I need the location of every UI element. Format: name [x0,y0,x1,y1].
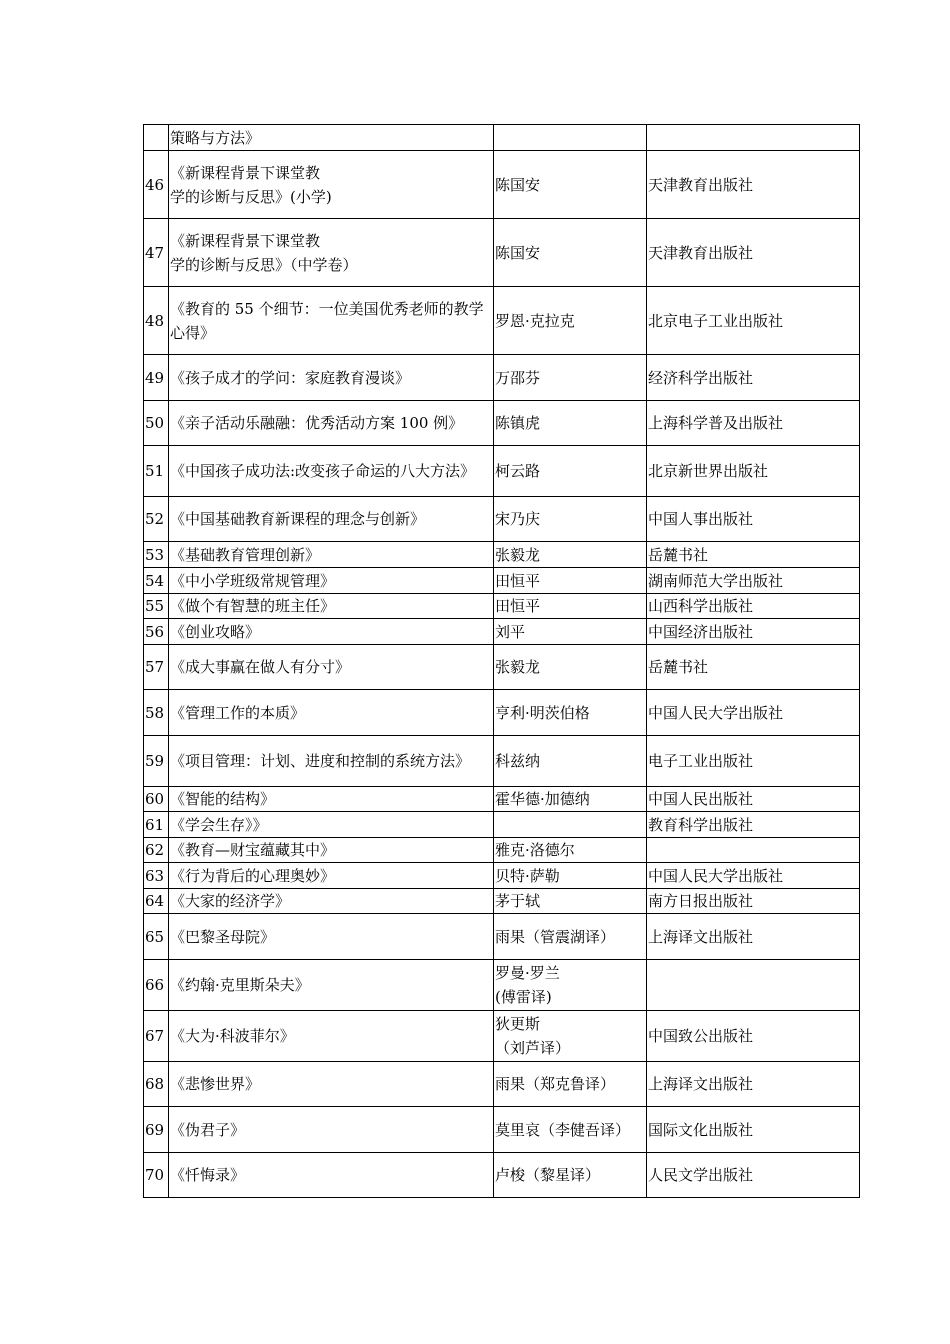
book-title-cell: 《行为背后的心理奥妙》 [169,863,494,889]
publisher-cell: 国际文化出版社 [647,1107,860,1153]
author-cell: 霍华德·加德纳 [494,787,647,812]
row-number-cell: 69 [144,1107,169,1153]
row-number-cell: 63 [144,863,169,889]
table-row [144,914,860,960]
author-cell: 狄更斯 （刘芦译） [494,1011,647,1062]
book-title-cell: 《中国孩子成功法:改变孩子命运的八大方法》 [169,446,494,497]
book-title-cell: 《忏悔录》 [169,1153,494,1198]
book-title-cell: 《新课程背景下课堂教 学的诊断与反思》(小学) [169,151,494,219]
row-number-cell: 67 [144,1011,169,1062]
book-title-cell: 《教育—财宝蕴藏其中》 [169,838,494,863]
table-row [144,645,860,690]
publisher-cell: 天津教育出版社 [647,151,860,219]
publisher-cell: 中国人民大学出版社 [647,690,860,736]
book-list-table [143,124,860,1198]
author-cell [494,125,647,151]
author-cell: 罗曼·罗兰 (傅雷译) [494,960,647,1011]
row-number-cell: 46 [144,151,169,219]
publisher-cell [647,125,860,151]
row-number-cell: 59 [144,736,169,787]
publisher-cell: 中国人民出版社 [647,787,860,812]
table-row [144,568,860,594]
table-row [144,690,860,736]
row-number-cell: 58 [144,690,169,736]
book-title-cell: 《亲子活动乐融融：优秀活动方案 100 例》 [169,401,494,446]
book-title-cell: 《大家的经济学》 [169,889,494,914]
row-number-cell: 49 [144,355,169,401]
table-row [144,125,860,151]
book-title-cell: 《创业攻略》 [169,619,494,645]
book-title-cell: 《伪君子》 [169,1107,494,1153]
table-row [144,619,860,645]
author-cell: 罗恩·克拉克 [494,287,647,355]
author-cell: 陈镇虎 [494,401,647,446]
table-row [144,1062,860,1107]
table-row [144,542,860,568]
publisher-cell: 天津教育出版社 [647,219,860,287]
row-number-cell: 68 [144,1062,169,1107]
table-row [144,594,860,619]
table-row [144,863,860,889]
author-cell: 雨果（郑克鲁译） [494,1062,647,1107]
table-row [144,401,860,446]
book-title-cell: 《孩子成才的学问：家庭教育漫谈》 [169,355,494,401]
row-number-cell: 66 [144,960,169,1011]
book-title-cell: 《悲惨世界》 [169,1062,494,1107]
table-row [144,1107,860,1153]
author-cell: 田恒平 [494,568,647,594]
book-title-cell: 《教育的 55 个细节：一位美国优秀老师的教学心得》 [169,287,494,355]
author-cell: 柯云路 [494,446,647,497]
publisher-cell: 湖南师范大学出版社 [647,568,860,594]
author-cell: 卢梭（黎星译） [494,1153,647,1198]
author-cell: 茅于轼 [494,889,647,914]
author-cell: 张毅龙 [494,542,647,568]
book-title-cell: 《中小学班级常规管理》 [169,568,494,594]
row-number-cell: 56 [144,619,169,645]
author-cell: 亨利·明茨伯格 [494,690,647,736]
book-title-cell: 《约翰·克里斯朵夫》 [169,960,494,1011]
publisher-cell: 上海译文出版社 [647,1062,860,1107]
author-cell: 陈国安 [494,219,647,287]
book-title-cell: 《巴黎圣母院》 [169,914,494,960]
publisher-cell: 南方日报出版社 [647,889,860,914]
table-row [144,960,860,1011]
table-row [144,497,860,542]
book-title-cell: 《管理工作的本质》 [169,690,494,736]
table-row [144,889,860,914]
row-number-cell: 51 [144,446,169,497]
author-cell: 科兹纳 [494,736,647,787]
publisher-cell: 人民文学出版社 [647,1153,860,1198]
author-cell: 张毅龙 [494,645,647,690]
author-cell: 刘平 [494,619,647,645]
table-row [144,1153,860,1198]
table-row [144,355,860,401]
row-number-cell: 47 [144,219,169,287]
book-title-cell: 《智能的结构》 [169,787,494,812]
author-cell: 雨果（管震湖译） [494,914,647,960]
row-number-cell [144,125,169,151]
author-cell: 贝特·萨勒 [494,863,647,889]
table-row [144,1011,860,1062]
publisher-cell [647,838,860,863]
row-number-cell: 53 [144,542,169,568]
publisher-cell: 北京新世界出版社 [647,446,860,497]
table-row [144,812,860,838]
row-number-cell: 62 [144,838,169,863]
table-row [144,446,860,497]
book-title-cell: 《成大事赢在做人有分寸》 [169,645,494,690]
row-number-cell: 60 [144,787,169,812]
publisher-cell: 电子工业出版社 [647,736,860,787]
book-title-cell: 《中国基础教育新课程的理念与创新》 [169,497,494,542]
book-title-cell: 《基础教育管理创新》 [169,542,494,568]
book-title-cell: 《做个有智慧的班主任》 [169,594,494,619]
book-title-cell: 《学会生存》》 [169,812,494,838]
row-number-cell: 64 [144,889,169,914]
book-title-cell: 策略与方法》 [169,125,494,151]
publisher-cell: 岳麓书社 [647,542,860,568]
row-number-cell: 50 [144,401,169,446]
table-row [144,287,860,355]
book-title-cell: 《项目管理：计划、进度和控制的系统方法》 [169,736,494,787]
row-number-cell: 55 [144,594,169,619]
row-number-cell: 52 [144,497,169,542]
publisher-cell: 北京电子工业出版社 [647,287,860,355]
author-cell: 田恒平 [494,594,647,619]
publisher-cell: 教育科学出版社 [647,812,860,838]
publisher-cell: 经济科学出版社 [647,355,860,401]
row-number-cell: 61 [144,812,169,838]
publisher-cell: 中国经济出版社 [647,619,860,645]
author-cell: 陈国安 [494,151,647,219]
row-number-cell: 65 [144,914,169,960]
author-cell: 宋乃庆 [494,497,647,542]
row-number-cell: 57 [144,645,169,690]
publisher-cell [647,960,860,1011]
table-body [144,125,860,1198]
table-row [144,151,860,219]
publisher-cell: 上海科学普及出版社 [647,401,860,446]
table-row [144,219,860,287]
table-row [144,787,860,812]
row-number-cell: 48 [144,287,169,355]
book-title-cell: 《大为·科波菲尔》 [169,1011,494,1062]
publisher-cell: 上海译文出版社 [647,914,860,960]
book-title-cell: 《新课程背景下课堂教 学的诊断与反思》（中学卷） [169,219,494,287]
row-number-cell: 54 [144,568,169,594]
publisher-cell: 岳麓书社 [647,645,860,690]
author-cell: 万邵芬 [494,355,647,401]
publisher-cell: 中国人事出版社 [647,497,860,542]
publisher-cell: 中国人民大学出版社 [647,863,860,889]
author-cell: 莫里哀（李健吾译） [494,1107,647,1153]
publisher-cell: 山西科学出版社 [647,594,860,619]
publisher-cell: 中国致公出版社 [647,1011,860,1062]
row-number-cell: 70 [144,1153,169,1198]
author-cell: 雅克·洛德尔 [494,838,647,863]
author-cell [494,812,647,838]
table-row [144,736,860,787]
table-row [144,838,860,863]
